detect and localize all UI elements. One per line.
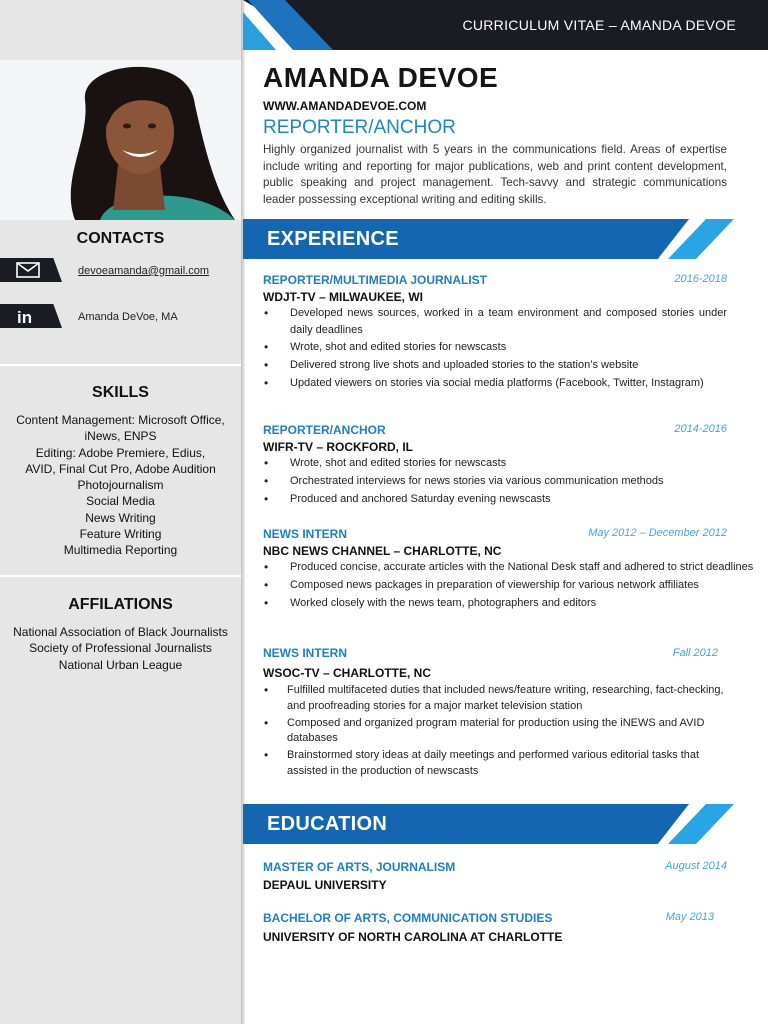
experience-heading: EXPERIENCE bbox=[267, 228, 399, 250]
profile-summary: Highly organized journalist with 5 years in the communications field. Areas of expertise include writing and reporting for major publications, web and print content development, public speaking and project management. Tech-savvy and strategic communications leader possessing exceptional writing and editing skills. bbox=[263, 143, 727, 206]
linkedin-profile-name[interactable]: Amanda DeVoe, MA bbox=[78, 311, 178, 323]
school-name: DEPAUL UNIVERSITY bbox=[263, 878, 387, 892]
degree-title: MASTER OF ARTS, JOURNALISM bbox=[263, 860, 456, 874]
envelope-icon bbox=[16, 262, 40, 278]
svg-text:in: in bbox=[17, 308, 33, 324]
email-link[interactable]: devoeamanda@gmail.com bbox=[78, 265, 210, 277]
document-title: CURRICULUM VITAE – AMANDA DEVOE bbox=[462, 17, 736, 33]
list-item: • Produced concise, accurate articles with the National Desk staff and adhered to strict deadlines bbox=[264, 559, 763, 576]
list-item: • Produced and anchored Saturday evening newscasts bbox=[264, 491, 727, 508]
list-item: • Developed news sources, worked in a team environment and composed stories under daily deadlines bbox=[264, 305, 727, 338]
school-name: UNIVERSITY OF NORTH CAROLINA AT CHARLOTTE bbox=[263, 930, 563, 944]
skill-item: Photojournalism bbox=[77, 478, 164, 493]
skill-item: Feature Writing bbox=[79, 527, 162, 542]
skill-item: Social Media bbox=[86, 494, 155, 509]
list-item: • Orchestrated interviews for news stories via various communication methods bbox=[264, 473, 727, 490]
list-item: • Worked closely with the news team, photographers and editors bbox=[264, 595, 763, 612]
job-title: NEWS INTERN bbox=[263, 527, 347, 541]
job-bullets bbox=[264, 559, 763, 613]
affiliations-heading: AFFILATIONS bbox=[68, 596, 173, 613]
skill-item: AVID, Final Cut Pro, Adobe Audition bbox=[25, 461, 216, 476]
affiliation-item: Society of Professional Journalists bbox=[29, 641, 212, 656]
skill-item: Editing: Adobe Premiere, Edius, bbox=[35, 445, 206, 460]
website-link[interactable]: WWW.AMANDADEVOE.COM bbox=[263, 99, 427, 113]
contacts-heading: CONTACTS bbox=[76, 230, 165, 247]
job-date: 2014-2016 bbox=[674, 423, 727, 435]
education-heading: EDUCATION bbox=[267, 813, 388, 835]
job-title: REPORTER/MULTIMEDIA JOURNALIST bbox=[263, 273, 487, 287]
linkedin-tab bbox=[0, 304, 62, 328]
job-title: NEWS INTERN bbox=[263, 646, 347, 660]
list-item: • Updated viewers on stories via social media platforms (Facebook, Twitter, Instagram) bbox=[264, 375, 727, 392]
affiliation-item: National Urban League bbox=[58, 657, 183, 672]
profile-photo bbox=[0, 60, 241, 220]
list-item: • Composed news packages in preparation of viewership for various network affiliates bbox=[264, 577, 763, 594]
job-bullets bbox=[264, 305, 727, 393]
list-item: • Composed and organized program material for production using the iNEWS and AVID databases bbox=[264, 716, 736, 747]
sidebar-divider bbox=[0, 575, 241, 577]
job-role: REPORTER/ANCHOR bbox=[263, 117, 456, 138]
affiliations-list bbox=[0, 624, 241, 673]
degree-title: BACHELOR OF ARTS, COMMUNICATION STUDIES bbox=[263, 911, 553, 925]
degree-date: May 2013 bbox=[665, 911, 714, 923]
job-organization: WIFR-TV – ROCKFORD, IL bbox=[263, 440, 413, 454]
job-organization: WDJT-TV – MILWAUKEE, WI bbox=[263, 290, 424, 304]
job-date: Fall 2012 bbox=[672, 647, 718, 659]
job-organization: WSOC-TV – CHARLOTTE, NC bbox=[263, 666, 431, 680]
job-organization: NBC NEWS CHANNEL – CHARLOTTE, NC bbox=[263, 544, 502, 558]
skill-item: Multimedia Reporting bbox=[63, 543, 178, 558]
skills-list bbox=[0, 412, 241, 559]
list-item: • Brainstormed story ideas at daily meetings and performed various editorial tasks that assisted in the production of newscasts bbox=[264, 748, 736, 779]
list-item: • Wrote, shot and edited stories for newscasts bbox=[264, 455, 727, 472]
list-item: • Delivered strong live shots and uploaded stories to the station’s website bbox=[264, 357, 727, 374]
affiliation-item: National Association of Black Journalists bbox=[13, 625, 228, 639]
skills-heading: SKILLS bbox=[92, 384, 149, 401]
linkedin-icon bbox=[16, 308, 40, 324]
sidebar-edge-shadow bbox=[241, 0, 245, 1024]
job-title: REPORTER/ANCHOR bbox=[263, 423, 386, 437]
skill-item: iNews, ENPS bbox=[84, 429, 157, 444]
degree-date: August 2014 bbox=[665, 860, 727, 872]
candidate-name: AMANDA DEVOE bbox=[263, 62, 499, 93]
sidebar-divider bbox=[0, 364, 241, 366]
skill-item: News Writing bbox=[85, 510, 156, 525]
skill-item: Content Management: Microsoft Office, bbox=[16, 413, 225, 427]
list-item: • Wrote, shot and edited stories for newscasts bbox=[264, 339, 727, 356]
list-item: • Fulfilled multifaceted duties that included news/feature writing, researching, fact-checking, and proofreading stories for a major market television station bbox=[264, 683, 736, 714]
job-bullets bbox=[264, 683, 736, 781]
job-date: May 2012 – December 2012 bbox=[588, 527, 727, 539]
job-date: 2016-2018 bbox=[674, 273, 727, 285]
email-tab bbox=[0, 258, 62, 282]
job-bullets bbox=[264, 455, 727, 509]
